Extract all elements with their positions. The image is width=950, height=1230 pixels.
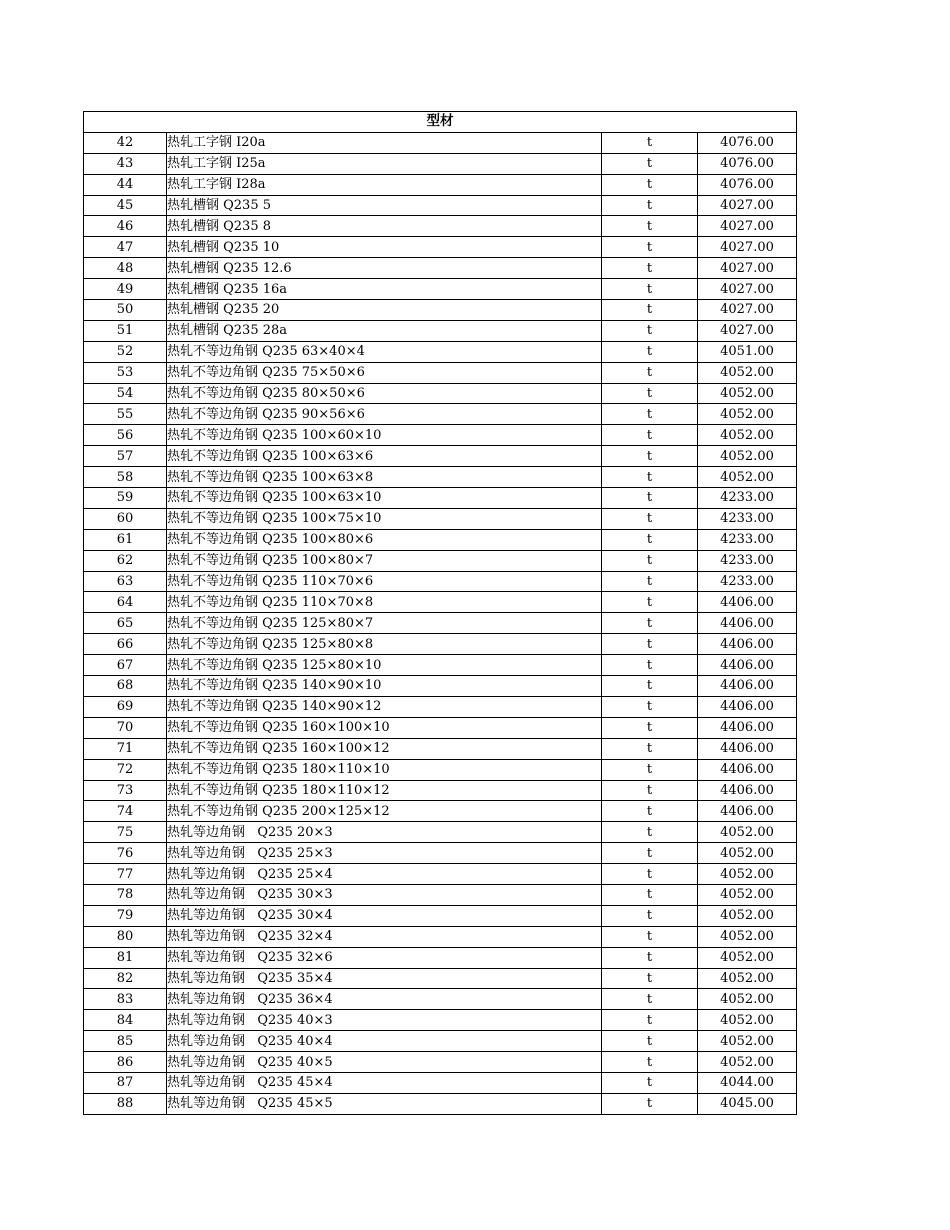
price-cell: 4076.00 [698, 153, 797, 174]
unit-cell: t [602, 195, 698, 216]
price-cell: 4076.00 [698, 132, 797, 153]
table-row [84, 237, 797, 258]
price-cell: 4406.00 [698, 759, 797, 780]
table-row [84, 884, 797, 905]
price-cell: 4052.00 [698, 989, 797, 1010]
row-number-cell: 80 [84, 926, 167, 947]
table-row [84, 508, 797, 529]
material-name-cell: 热轧等边角钢 Q235 40×4 [167, 1031, 602, 1052]
unit-cell: t [602, 383, 698, 404]
price-cell: 4052.00 [698, 822, 797, 843]
row-number-cell: 71 [84, 738, 167, 759]
price-cell: 4406.00 [698, 801, 797, 822]
price-cell: 4406.00 [698, 634, 797, 655]
table-row [84, 655, 797, 676]
material-name-cell: 热轧等边角钢 Q235 30×4 [167, 905, 602, 926]
material-name-cell: 热轧等边角钢 Q235 36×4 [167, 989, 602, 1010]
price-cell: 4027.00 [698, 195, 797, 216]
unit-cell: t [602, 508, 698, 529]
table-row [84, 926, 797, 947]
table-row [84, 1052, 797, 1073]
row-number-cell: 49 [84, 279, 167, 300]
unit-cell: t [602, 717, 698, 738]
unit-cell: t [602, 571, 698, 592]
unit-cell: t [602, 425, 698, 446]
material-name-cell: 热轧等边角钢 Q235 30×3 [167, 884, 602, 905]
unit-cell: t [602, 947, 698, 968]
row-number-cell: 50 [84, 300, 167, 321]
material-name-cell: 热轧槽钢 Q235 20 [167, 300, 602, 321]
price-cell: 4052.00 [698, 1010, 797, 1031]
material-name-cell: 热轧槽钢 Q235 10 [167, 237, 602, 258]
table-row [84, 195, 797, 216]
table-row [84, 1093, 797, 1114]
price-cell: 4406.00 [698, 717, 797, 738]
row-number-cell: 81 [84, 947, 167, 968]
row-number-cell: 85 [84, 1031, 167, 1052]
section-title: 型材 [84, 112, 797, 133]
row-number-cell: 88 [84, 1093, 167, 1114]
price-cell: 4233.00 [698, 529, 797, 550]
table-row [84, 1072, 797, 1093]
unit-cell: t [602, 759, 698, 780]
table-row [84, 717, 797, 738]
price-cell: 4052.00 [698, 947, 797, 968]
table-row [84, 362, 797, 383]
row-number-cell: 76 [84, 843, 167, 864]
material-name-cell: 热轧槽钢 Q235 8 [167, 216, 602, 237]
unit-cell: t [602, 905, 698, 926]
table-row [84, 822, 797, 843]
unit-cell: t [602, 1052, 698, 1073]
row-number-cell: 45 [84, 195, 167, 216]
price-cell: 4052.00 [698, 926, 797, 947]
material-name-cell: 热轧不等边角钢 Q235 160×100×10 [167, 717, 602, 738]
row-number-cell: 72 [84, 759, 167, 780]
unit-cell: t [602, 780, 698, 801]
material-name-cell: 热轧槽钢 Q235 5 [167, 195, 602, 216]
unit-cell: t [602, 926, 698, 947]
price-cell: 4027.00 [698, 279, 797, 300]
unit-cell: t [602, 1093, 698, 1114]
row-number-cell: 60 [84, 508, 167, 529]
unit-cell: t [602, 655, 698, 676]
material-name-cell: 热轧不等边角钢 Q235 80×50×6 [167, 383, 602, 404]
price-cell: 4406.00 [698, 738, 797, 759]
row-number-cell: 63 [84, 571, 167, 592]
row-number-cell: 84 [84, 1010, 167, 1031]
price-cell: 4051.00 [698, 341, 797, 362]
material-name-cell: 热轧槽钢 Q235 16a [167, 279, 602, 300]
material-name-cell: 热轧不等边角钢 Q235 125×80×10 [167, 655, 602, 676]
material-name-cell: 热轧不等边角钢 Q235 140×90×10 [167, 676, 602, 697]
table-row [84, 529, 797, 550]
table-row [84, 759, 797, 780]
material-name-cell: 热轧不等边角钢 Q235 100×60×10 [167, 425, 602, 446]
price-cell: 4233.00 [698, 508, 797, 529]
price-cell: 4052.00 [698, 968, 797, 989]
unit-cell: t [602, 237, 698, 258]
price-cell: 4027.00 [698, 320, 797, 341]
price-cell: 4052.00 [698, 1052, 797, 1073]
row-number-cell: 51 [84, 320, 167, 341]
table-row [84, 676, 797, 697]
row-number-cell: 58 [84, 467, 167, 488]
row-number-cell: 48 [84, 258, 167, 279]
material-name-cell: 热轧不等边角钢 Q235 100×80×6 [167, 529, 602, 550]
unit-cell: t [602, 738, 698, 759]
price-cell: 4406.00 [698, 676, 797, 697]
unit-cell: t [602, 258, 698, 279]
unit-cell: t [602, 884, 698, 905]
unit-cell: t [602, 362, 698, 383]
table-row [84, 216, 797, 237]
table-row [84, 383, 797, 404]
price-cell: 4027.00 [698, 237, 797, 258]
price-cell: 4044.00 [698, 1072, 797, 1093]
material-name-cell: 热轧不等边角钢 Q235 160×100×12 [167, 738, 602, 759]
table-row [84, 738, 797, 759]
row-number-cell: 64 [84, 592, 167, 613]
price-cell: 4052.00 [698, 1031, 797, 1052]
material-name-cell: 热轧槽钢 Q235 28a [167, 320, 602, 341]
table-row [84, 300, 797, 321]
unit-cell: t [602, 529, 698, 550]
unit-cell: t [602, 801, 698, 822]
table-row [84, 613, 797, 634]
row-number-cell: 54 [84, 383, 167, 404]
row-number-cell: 83 [84, 989, 167, 1010]
material-name-cell: 热轧不等边角钢 Q235 140×90×12 [167, 696, 602, 717]
material-name-cell: 热轧不等边角钢 Q235 125×80×8 [167, 634, 602, 655]
price-cell: 4406.00 [698, 613, 797, 634]
material-name-cell: 热轧不等边角钢 Q235 90×56×6 [167, 404, 602, 425]
table-row [84, 634, 797, 655]
price-cell: 4052.00 [698, 905, 797, 926]
row-number-cell: 55 [84, 404, 167, 425]
material-name-cell: 热轧不等边角钢 Q235 180×110×10 [167, 759, 602, 780]
row-number-cell: 44 [84, 174, 167, 195]
section-header-row [84, 112, 797, 133]
table-row [84, 341, 797, 362]
unit-cell: t [602, 446, 698, 467]
row-number-cell: 53 [84, 362, 167, 383]
price-cell: 4052.00 [698, 383, 797, 404]
table-row [84, 404, 797, 425]
row-number-cell: 77 [84, 864, 167, 885]
unit-cell: t [602, 404, 698, 425]
price-cell: 4052.00 [698, 446, 797, 467]
unit-cell: t [602, 696, 698, 717]
material-name-cell: 热轧不等边角钢 Q235 100×63×6 [167, 446, 602, 467]
price-cell: 4233.00 [698, 488, 797, 509]
table-row [84, 696, 797, 717]
table-row [84, 864, 797, 885]
unit-cell: t [602, 592, 698, 613]
unit-cell: t [602, 843, 698, 864]
row-number-cell: 69 [84, 696, 167, 717]
table-row [84, 780, 797, 801]
table-row [84, 592, 797, 613]
price-cell: 4045.00 [698, 1093, 797, 1114]
price-cell: 4052.00 [698, 467, 797, 488]
unit-cell: t [602, 132, 698, 153]
table-row [84, 258, 797, 279]
table-row [84, 947, 797, 968]
material-name-cell: 热轧等边角钢 Q235 32×6 [167, 947, 602, 968]
unit-cell: t [602, 634, 698, 655]
row-number-cell: 57 [84, 446, 167, 467]
table-row [84, 1010, 797, 1031]
material-name-cell: 热轧等边角钢 Q235 40×5 [167, 1052, 602, 1073]
price-cell: 4052.00 [698, 404, 797, 425]
material-name-cell: 热轧槽钢 Q235 12.6 [167, 258, 602, 279]
table-row [84, 467, 797, 488]
price-cell: 4052.00 [698, 864, 797, 885]
price-cell: 4027.00 [698, 216, 797, 237]
unit-cell: t [602, 864, 698, 885]
material-name-cell: 热轧不等边角钢 Q235 200×125×12 [167, 801, 602, 822]
price-table [83, 111, 797, 1115]
row-number-cell: 56 [84, 425, 167, 446]
row-number-cell: 66 [84, 634, 167, 655]
table-row [84, 843, 797, 864]
row-number-cell: 47 [84, 237, 167, 258]
material-name-cell: 热轧不等边角钢 Q235 180×110×12 [167, 780, 602, 801]
unit-cell: t [602, 1072, 698, 1093]
row-number-cell: 59 [84, 488, 167, 509]
unit-cell: t [602, 989, 698, 1010]
material-name-cell: 热轧不等边角钢 Q235 100×75×10 [167, 508, 602, 529]
table-row [84, 550, 797, 571]
row-number-cell: 74 [84, 801, 167, 822]
unit-cell: t [602, 341, 698, 362]
unit-cell: t [602, 822, 698, 843]
row-number-cell: 52 [84, 341, 167, 362]
table-row [84, 968, 797, 989]
unit-cell: t [602, 174, 698, 195]
material-name-cell: 热轧等边角钢 Q235 32×4 [167, 926, 602, 947]
price-cell: 4052.00 [698, 843, 797, 864]
material-name-cell: 热轧工字钢 I25a [167, 153, 602, 174]
unit-cell: t [602, 968, 698, 989]
table-row [84, 446, 797, 467]
price-cell: 4027.00 [698, 300, 797, 321]
price-cell: 4406.00 [698, 655, 797, 676]
row-number-cell: 87 [84, 1072, 167, 1093]
row-number-cell: 42 [84, 132, 167, 153]
row-number-cell: 43 [84, 153, 167, 174]
row-number-cell: 86 [84, 1052, 167, 1073]
table-row [84, 1031, 797, 1052]
table-row [84, 425, 797, 446]
row-number-cell: 78 [84, 884, 167, 905]
material-name-cell: 热轧不等边角钢 Q235 100×63×10 [167, 488, 602, 509]
table-row [84, 571, 797, 592]
row-number-cell: 68 [84, 676, 167, 697]
material-name-cell: 热轧等边角钢 Q235 45×4 [167, 1072, 602, 1093]
table-body [84, 132, 797, 1114]
row-number-cell: 82 [84, 968, 167, 989]
material-name-cell: 热轧不等边角钢 Q235 110×70×8 [167, 592, 602, 613]
price-cell: 4052.00 [698, 425, 797, 446]
material-name-cell: 热轧不等边角钢 Q235 110×70×6 [167, 571, 602, 592]
price-cell: 4233.00 [698, 550, 797, 571]
price-cell: 4406.00 [698, 696, 797, 717]
material-name-cell: 热轧不等边角钢 Q235 100×63×8 [167, 467, 602, 488]
row-number-cell: 65 [84, 613, 167, 634]
price-cell: 4027.00 [698, 258, 797, 279]
row-number-cell: 46 [84, 216, 167, 237]
price-cell: 4076.00 [698, 174, 797, 195]
row-number-cell: 61 [84, 529, 167, 550]
unit-cell: t [602, 279, 698, 300]
unit-cell: t [602, 550, 698, 571]
table-row [84, 174, 797, 195]
unit-cell: t [602, 300, 698, 321]
price-cell: 4052.00 [698, 884, 797, 905]
material-name-cell: 热轧等边角钢 Q235 35×4 [167, 968, 602, 989]
unit-cell: t [602, 1010, 698, 1031]
material-name-cell: 热轧工字钢 I28a [167, 174, 602, 195]
material-name-cell: 热轧等边角钢 Q235 45×5 [167, 1093, 602, 1114]
material-name-cell: 热轧等边角钢 Q235 40×3 [167, 1010, 602, 1031]
row-number-cell: 75 [84, 822, 167, 843]
unit-cell: t [602, 153, 698, 174]
row-number-cell: 70 [84, 717, 167, 738]
table-row [84, 279, 797, 300]
row-number-cell: 73 [84, 780, 167, 801]
table-row [84, 153, 797, 174]
table-row [84, 905, 797, 926]
table-row [84, 801, 797, 822]
unit-cell: t [602, 676, 698, 697]
price-cell: 4406.00 [698, 780, 797, 801]
row-number-cell: 67 [84, 655, 167, 676]
row-number-cell: 62 [84, 550, 167, 571]
table-row [84, 320, 797, 341]
material-name-cell: 热轧不等边角钢 Q235 125×80×7 [167, 613, 602, 634]
unit-cell: t [602, 1031, 698, 1052]
material-name-cell: 热轧等边角钢 Q235 25×3 [167, 843, 602, 864]
unit-cell: t [602, 613, 698, 634]
unit-cell: t [602, 320, 698, 341]
row-number-cell: 79 [84, 905, 167, 926]
table-row [84, 989, 797, 1010]
material-name-cell: 热轧等边角钢 Q235 20×3 [167, 822, 602, 843]
price-cell: 4052.00 [698, 362, 797, 383]
table-row [84, 132, 797, 153]
material-name-cell: 热轧不等边角钢 Q235 100×80×7 [167, 550, 602, 571]
table-row [84, 488, 797, 509]
price-cell: 4233.00 [698, 571, 797, 592]
unit-cell: t [602, 467, 698, 488]
material-name-cell: 热轧不等边角钢 Q235 63×40×4 [167, 341, 602, 362]
price-cell: 4406.00 [698, 592, 797, 613]
material-name-cell: 热轧工字钢 I20a [167, 132, 602, 153]
unit-cell: t [602, 216, 698, 237]
unit-cell: t [602, 488, 698, 509]
material-name-cell: 热轧等边角钢 Q235 25×4 [167, 864, 602, 885]
material-name-cell: 热轧不等边角钢 Q235 75×50×6 [167, 362, 602, 383]
